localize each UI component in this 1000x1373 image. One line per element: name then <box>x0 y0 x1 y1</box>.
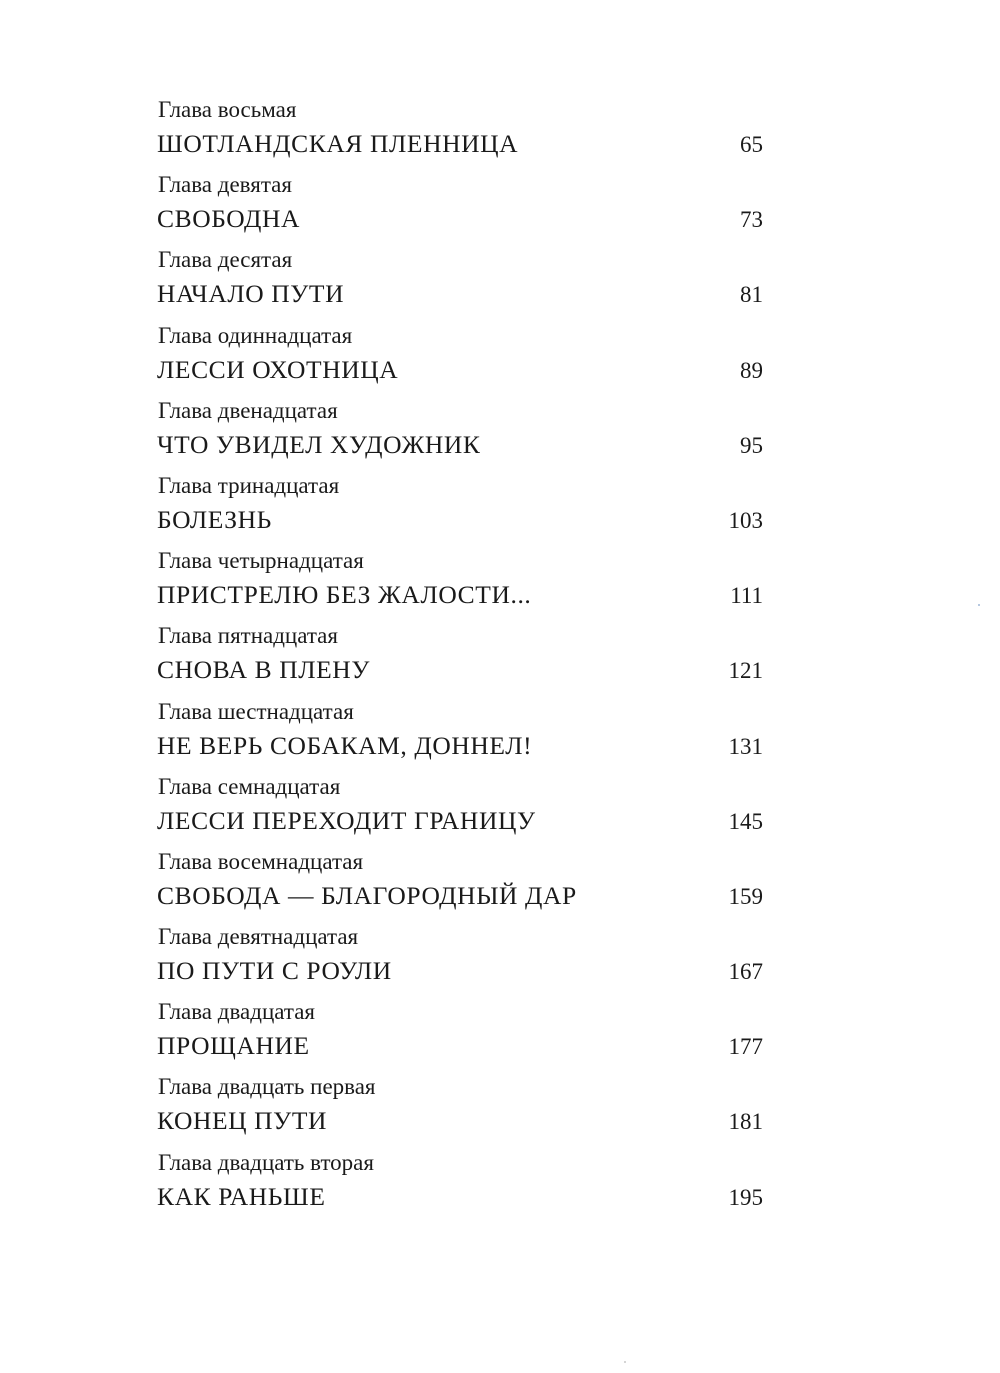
page-number: 121 <box>728 658 763 684</box>
toc-entry <box>157 698 763 773</box>
chapter-title: НАЧАЛО ПУТИ <box>157 279 345 309</box>
chapter-title: ЧТО УВИДЕЛ ХУДОЖНИК <box>157 429 481 459</box>
toc-entry <box>157 96 763 171</box>
chapter-title: БОЛЕЗНЬ <box>157 504 272 534</box>
page-number: 181 <box>728 1109 763 1135</box>
chapter-title: НЕ ВЕРЬ СОБАКАМ, ДОННЕЛ! <box>157 730 533 760</box>
chapter-label: Глава десятая <box>158 247 293 273</box>
page-number: 89 <box>740 357 763 383</box>
toc-entry <box>157 773 763 848</box>
page-number: 73 <box>740 207 763 233</box>
page-number: 111 <box>730 583 763 609</box>
chapter-title: СНОВА В ПЛЕНУ <box>157 655 370 685</box>
page-number: 65 <box>740 132 763 157</box>
toc-entry <box>157 246 763 321</box>
page-number: 95 <box>740 432 763 458</box>
chapter-label: Глава девятая <box>158 172 292 198</box>
chapter-title: ЛЕССИ ПЕРЕХОДИТ ГРАНИЦУ <box>157 805 536 835</box>
chapter-title: СВОБОДА — БЛАГОРОДНЫЙ ДАР <box>157 880 577 910</box>
print-speck <box>978 604 980 606</box>
chapter-label: Глава пятнадцатая <box>158 623 338 649</box>
toc-entry <box>157 472 763 547</box>
page-number: 159 <box>728 883 763 909</box>
chapter-label: Глава тринадцатая <box>158 472 340 498</box>
toc-entry <box>157 1073 763 1148</box>
page-number: 131 <box>728 733 763 759</box>
chapter-label: Глава восьмая <box>158 97 297 122</box>
toc-entry <box>157 322 763 397</box>
toc-entry <box>157 923 763 998</box>
table-of-contents <box>157 96 763 1224</box>
chapter-label: Глава девятнадцатая <box>158 924 359 950</box>
page-number: 103 <box>728 507 763 533</box>
chapter-label: Глава четырнадцатая <box>158 548 364 574</box>
chapter-title: СВОБОДНА <box>157 204 301 234</box>
chapter-label: Глава шестнадцатая <box>158 698 354 724</box>
toc-entry <box>157 1149 763 1224</box>
toc-entry <box>157 848 763 923</box>
chapter-title: КАК РАНЬШЕ <box>157 1181 326 1211</box>
chapter-title: ПРОЩАНИЕ <box>157 1031 310 1061</box>
page-number: 81 <box>740 282 763 308</box>
toc-entry <box>157 998 763 1073</box>
toc-entry <box>157 547 763 622</box>
toc-entry <box>157 622 763 697</box>
chapter-title: ЛЕССИ ОХОТНИЦА <box>157 354 399 384</box>
chapter-title: ПРИСТРЕЛЮ БЕЗ ЖАЛОСТИ... <box>157 580 532 610</box>
chapter-label: Глава двадцать первая <box>158 1074 376 1100</box>
chapter-title: КОНЕЦ ПУТИ <box>157 1106 328 1136</box>
print-speck <box>624 1361 626 1363</box>
chapter-label: Глава двадцатая <box>158 999 315 1025</box>
chapter-title: ШОТЛАНДСКАЯ ПЛЕННИЦА <box>157 129 519 158</box>
page-number: 167 <box>728 959 763 985</box>
chapter-label: Глава одиннадцатая <box>158 322 353 348</box>
chapter-label: Глава восемнадцатая <box>158 848 364 874</box>
page-number: 195 <box>728 1184 763 1210</box>
toc-entry <box>157 397 763 472</box>
page-number: 177 <box>728 1034 763 1060</box>
chapter-title: ПО ПУТИ С РОУЛИ <box>157 956 392 986</box>
chapter-label: Глава семнадцатая <box>158 773 341 799</box>
chapter-label: Глава двадцать вторая <box>158 1149 374 1175</box>
chapter-label: Глава двенадцатая <box>158 397 338 423</box>
page-number: 145 <box>728 808 763 834</box>
toc-entry <box>157 171 763 246</box>
